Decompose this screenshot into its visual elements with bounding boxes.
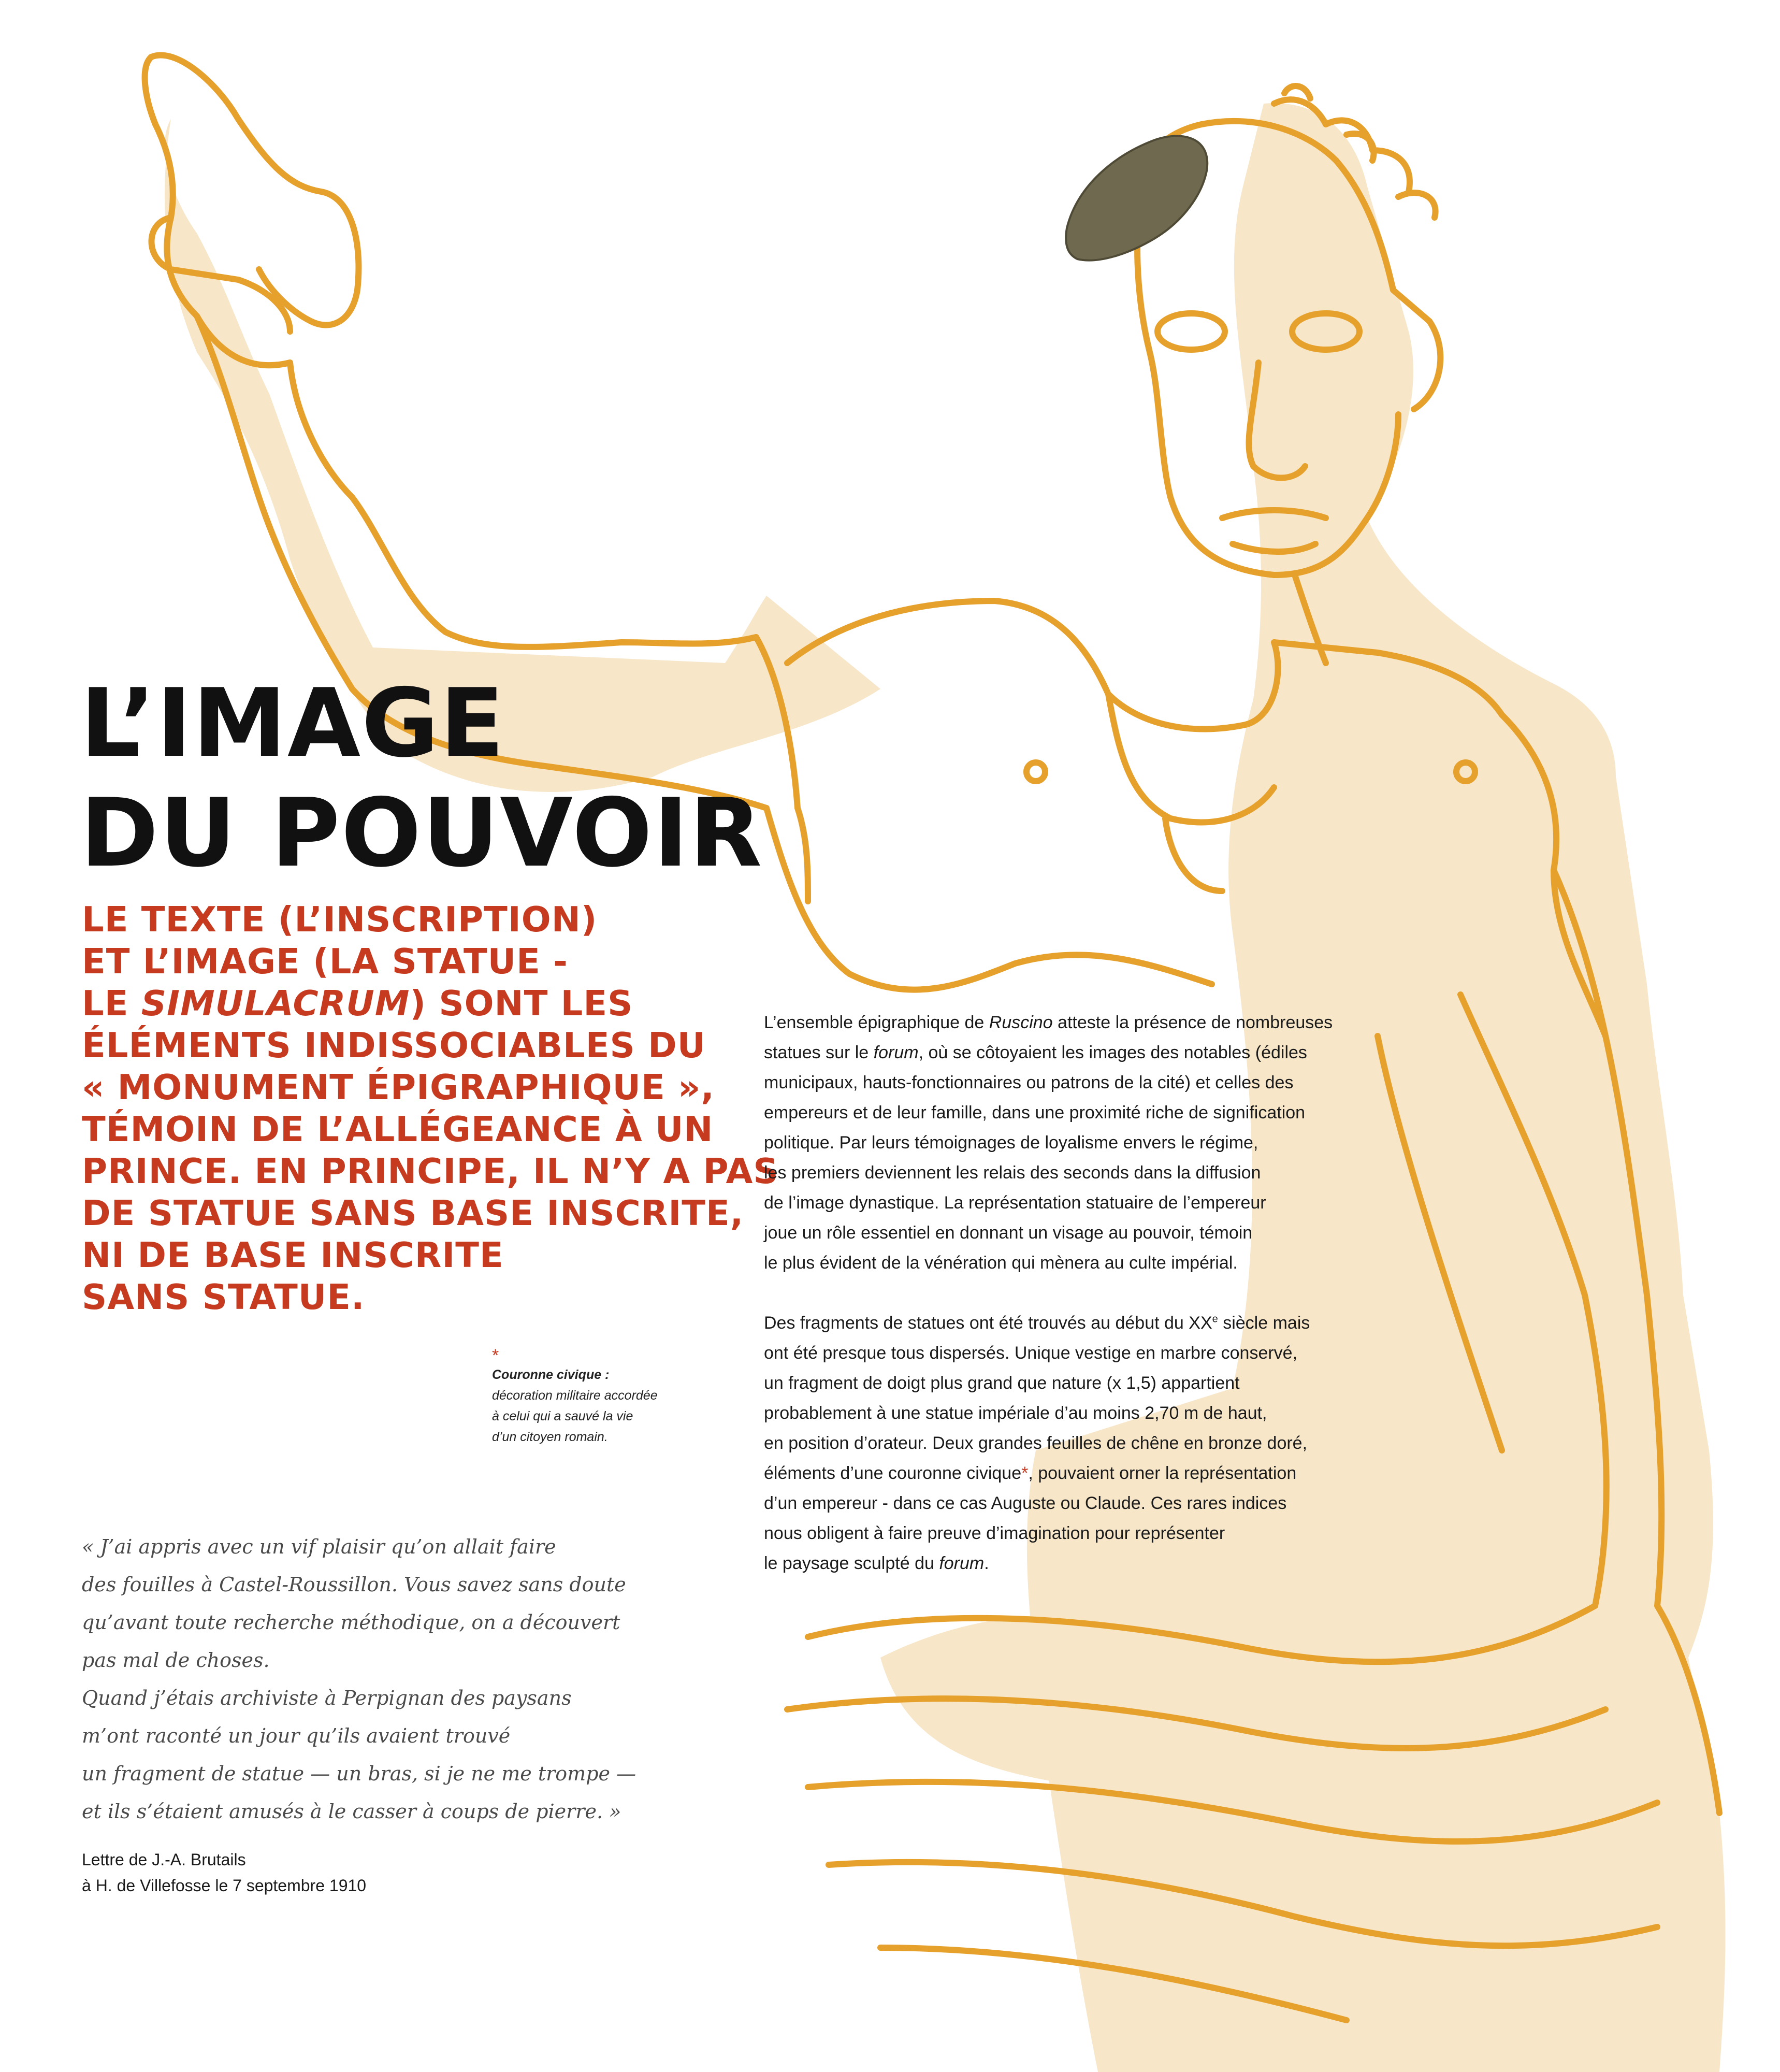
lead-line: « MONUMENT ÉPIGRAPHIQUE », [82, 1067, 715, 1107]
footnote-line: d’un citoyen romain. [492, 1430, 608, 1444]
text-fragment: L’ensemble épigraphique de [764, 1013, 989, 1032]
lead-line: LE TEXTE (L’INSCRIPTION) [82, 899, 598, 940]
text-fragment: statues sur le [764, 1043, 874, 1062]
lead-line [82, 983, 724, 1025]
body-line [764, 1458, 1458, 1488]
quote-line: un fragment de statue — un bras, si je ne me trompe — [82, 1762, 636, 1785]
footnote-line: à celui qui a sauvé la vie [492, 1409, 633, 1423]
body-line: empereurs et de leur famille, dans une proximité riche de signification [764, 1103, 1306, 1123]
title-line-1: L’IMAGE [80, 668, 505, 778]
lead-line: TÉMOIN DE L’ALLÉGEANCE À UN [82, 1109, 714, 1149]
lead-paragraph [82, 899, 779, 1318]
body-line: nous obligent à faire preuve d’imagination pour représenter [764, 1523, 1225, 1543]
text-fragment: Des fragments de statues ont été trouvés au début du XX [764, 1313, 1212, 1333]
text-fragment: le paysage sculpté du [764, 1553, 939, 1573]
body-paragraph-2 [764, 1308, 1458, 1578]
footnote-definition [492, 1385, 710, 1447]
footnote-star: * [492, 1346, 499, 1365]
body-text [764, 1008, 1458, 1608]
footnote-term: Couronne civique : [492, 1368, 610, 1382]
lead-fragment: LE [82, 983, 141, 1024]
quote-source [82, 1847, 366, 1898]
footnote-line: décoration militaire accordée [492, 1388, 658, 1403]
page-title [80, 668, 763, 888]
body-line: joue un rôle essentiel en donnant un visage au pouvoir, témoin [764, 1223, 1253, 1243]
rivet-left [1026, 762, 1045, 781]
body-line: de l’image dynastique. La représentation statuaire de l’empereur [764, 1193, 1266, 1213]
quote-line: Quand j’étais archiviste à Perpignan des paysans [82, 1687, 572, 1709]
footnote-couronne-civique [492, 1347, 710, 1447]
lead-line: SANS STATUE. [82, 1277, 365, 1317]
lead-fragment: ) SONT LES [410, 983, 633, 1024]
body-paragraph-1 [764, 1008, 1458, 1278]
body-line: en position d’orateur. Deux grandes feuilles de chêne en bronze doré, [764, 1433, 1308, 1453]
body-line: politique. Par leurs témoignages de loyalisme envers le régime, [764, 1133, 1258, 1153]
text-fragment: éléments d’une couronne civique [764, 1463, 1022, 1483]
source-line: Lettre de J.-A. Brutails [82, 1850, 246, 1869]
body-line [764, 1308, 1458, 1338]
quote-line: pas mal de choses. [82, 1649, 270, 1672]
lead-line: ÉLÉMENTS INDISSOCIABLES DU [82, 1025, 706, 1066]
text-fragment: atteste la présence de nombreuses [1052, 1013, 1333, 1032]
body-line [764, 1008, 1458, 1038]
quote-line: des fouilles à Castel-Roussillon. Vous savez sans doute [82, 1573, 626, 1596]
italic-term: Ruscino [989, 1013, 1053, 1032]
lead-line: DE STATUE SANS BASE INSCRITE, [82, 1193, 744, 1233]
text-fragment: , pouvaient orner la représentation [1028, 1463, 1297, 1483]
body-line [764, 1038, 1458, 1068]
text-fragment: . [984, 1553, 989, 1573]
body-line: d’un empereur - dans ce cas Auguste ou Claude. Ces rares indices [764, 1493, 1287, 1513]
superscript: e [1212, 1313, 1218, 1325]
quote-line: qu’avant toute recherche méthodique, on a découvert [82, 1611, 620, 1634]
title-line-2: DU POUVOIR [80, 778, 763, 888]
body-line [764, 1548, 1458, 1578]
body-line: probablement à une statue impériale d’au moins 2,70 m de haut, [764, 1403, 1267, 1423]
lead-italic-term: SIMULACRUM [141, 983, 410, 1024]
italic-term: forum [873, 1043, 919, 1062]
eye-left [1157, 313, 1225, 350]
lead-line: NI DE BASE INSCRITE [82, 1235, 504, 1275]
body-line: ont été presque tous dispersés. Unique vestige en marbre conservé, [764, 1343, 1298, 1363]
quote-line: « J’ai appris avec un vif plaisir qu’on allait faire [82, 1535, 556, 1558]
lead-line: ET L’IMAGE (LA STATUE - [82, 941, 568, 982]
quote-line: m’ont raconté un jour qu’ils avaient trouvé [82, 1724, 511, 1747]
body-line: le plus évident de la vénération qui mènera au culte impérial. [764, 1253, 1238, 1273]
footnote-ref-star: * [1021, 1463, 1029, 1483]
quote-line: et ils s’étaient amusés à le casser à coups de pierre. » [82, 1800, 621, 1823]
text-fragment: siècle mais [1218, 1313, 1310, 1333]
body-line: un fragment de doigt plus grand que nature (x 1,5) appartient [764, 1373, 1240, 1393]
body-line: municipaux, hauts-fonctionnaires ou patrons de la cité) et celles des [764, 1073, 1294, 1092]
italic-term: forum [939, 1553, 985, 1573]
source-line: à H. de Villefosse le 7 septembre 1910 [82, 1876, 367, 1895]
bronze-oak-leaf-icon [1066, 136, 1207, 261]
body-line: les premiers deviennent les relais des seconds dans la diffusion [764, 1163, 1261, 1183]
letter-quote [82, 1528, 667, 1831]
text-fragment: , où se côtoyaient les images des notables (édiles [918, 1043, 1307, 1062]
lead-line: PRINCE. EN PRINCIPE, IL N’Y A PAS [82, 1151, 779, 1191]
